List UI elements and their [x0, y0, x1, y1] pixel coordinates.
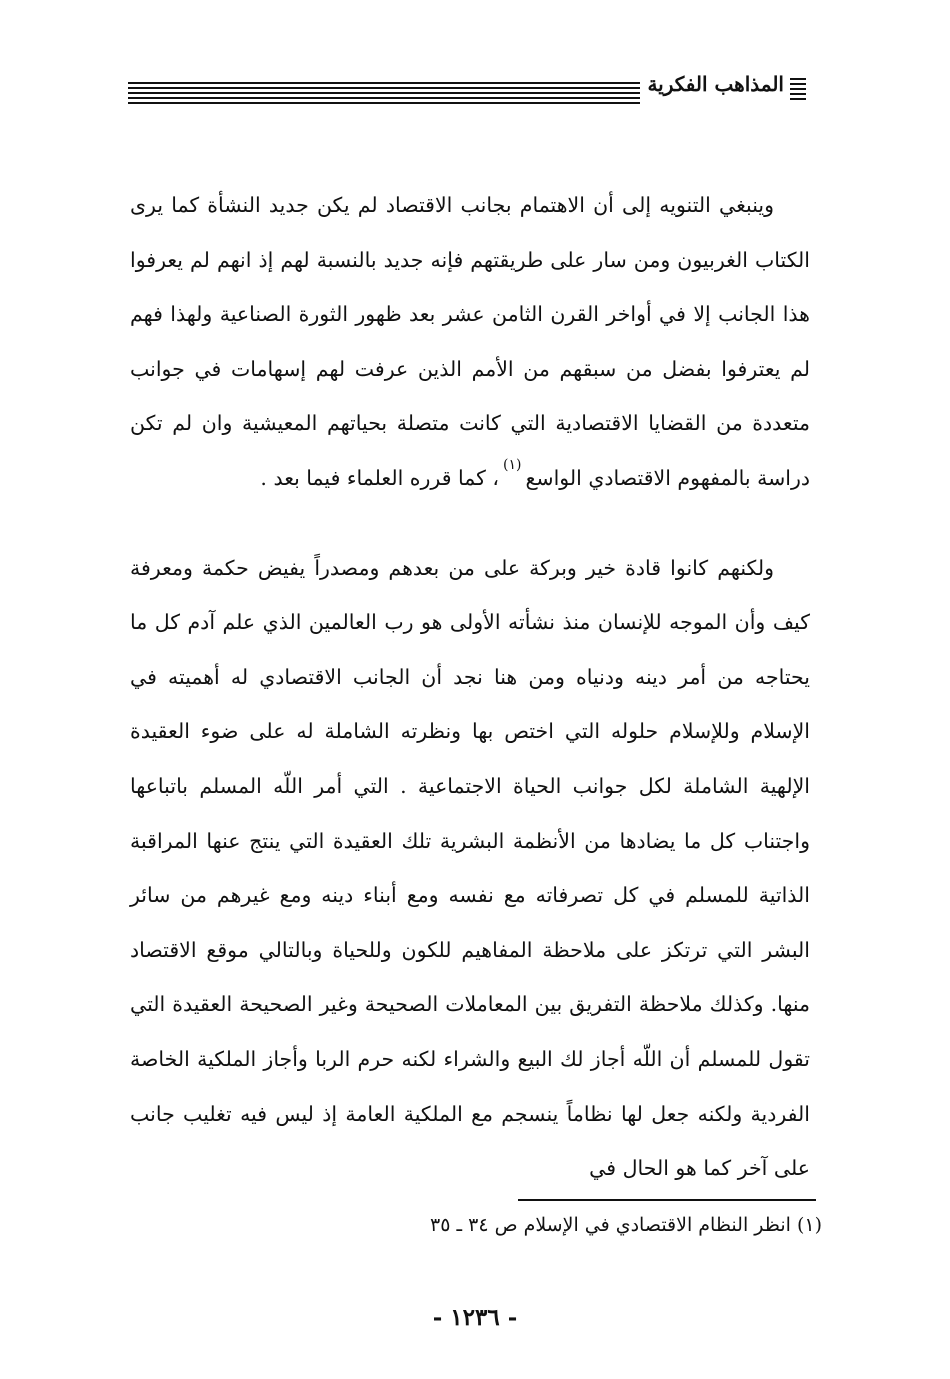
header-title: المذاهب الفكرية — [647, 72, 784, 96]
running-header — [128, 72, 806, 106]
paragraph-1-tail: ، كما قرره العلماء فيما بعد . — [260, 465, 500, 490]
page-number: - ١٢٣٦ - — [432, 1304, 518, 1331]
footnote-reference: (١) — [503, 456, 522, 473]
header-rule-lines — [128, 82, 640, 106]
header-ornament-icon — [790, 78, 806, 103]
paragraph-2: ولكنهم كانوا قادة خير وبركة على من بعدهم ومصدراً يفيض حكمة ومعرفة كيف وأن الموجه للإنسان منذ نشأته الأولى هو رب العالمين الذي علم آدم كل ما يحتاجه من أمر دينه ودنياه ومن هنا نجد أن الجانب الاقتصادي له أهميته في الإسلام وللإسلام حلوله التي اختص بها ونظرته الشاملة له على ضوء العقيدة الإلهية الشاملة لكل جوانب الحياة الاجتماعية . التي أمر اللّه المسلم باتباعها واجتناب كل ما يضادها من الأنظمة البشرية تلك العقيدة التي ينتج عنها المراقبة الذاتية للمسلم في كل تصرفاته مع نفسه ومع أبناء دينه ومع غيرهم من سائر البشر التي ترتكز على ملاحظة المفاهيم للكون وللحياة وبالتالي موقع الاقتصاد منها. وكذلك ملاحظة التفريق بين المعاملات الصحيحة وغير الصحيحة العقيدة التي تقول للمسلم أن اللّه أجاز لك البيع والشراء لكنه حرم الربا وأجاز الملكية الخاصة الفردية ولكنه جعل لها نظاماً ينسجم مع الملكية العامة إذ ليس فيه تغليب جانب على آخر كما هو الحال في — [130, 555, 810, 1181]
footnote: (١) انظر النظام الاقتصادي في الإسلام ص ٣٤ ـ ٣٥ — [430, 1214, 822, 1236]
main-text — [130, 178, 810, 1196]
footnote-divider — [518, 1199, 816, 1201]
paragraph-1-text: وينبغي التنويه إلى أن الاهتمام بجانب الاقتصاد لم يكن جديد النشأة كما يرى الكتاب الغربيون ومن سار على طريقتهم فإنه جديد بالنسبة لهم إذ انهم لم يعرفوا هذا الجانب إلا في أواخر القرن الثامن عشر بعد ظهور الثورة الصناعية ولهذا فهم لم يعترفوا بفضل من سبقهم من الأمم الذين عرفت لهم إسهامات في جوانب متعددة من القضايا الاقتصادية التي كانت متصلة بحياتهم المعيشية وان لم تكن دراسة بالمفهوم الاقتصادي الواسع — [130, 193, 810, 490]
paragraph-1 — [130, 178, 810, 509]
